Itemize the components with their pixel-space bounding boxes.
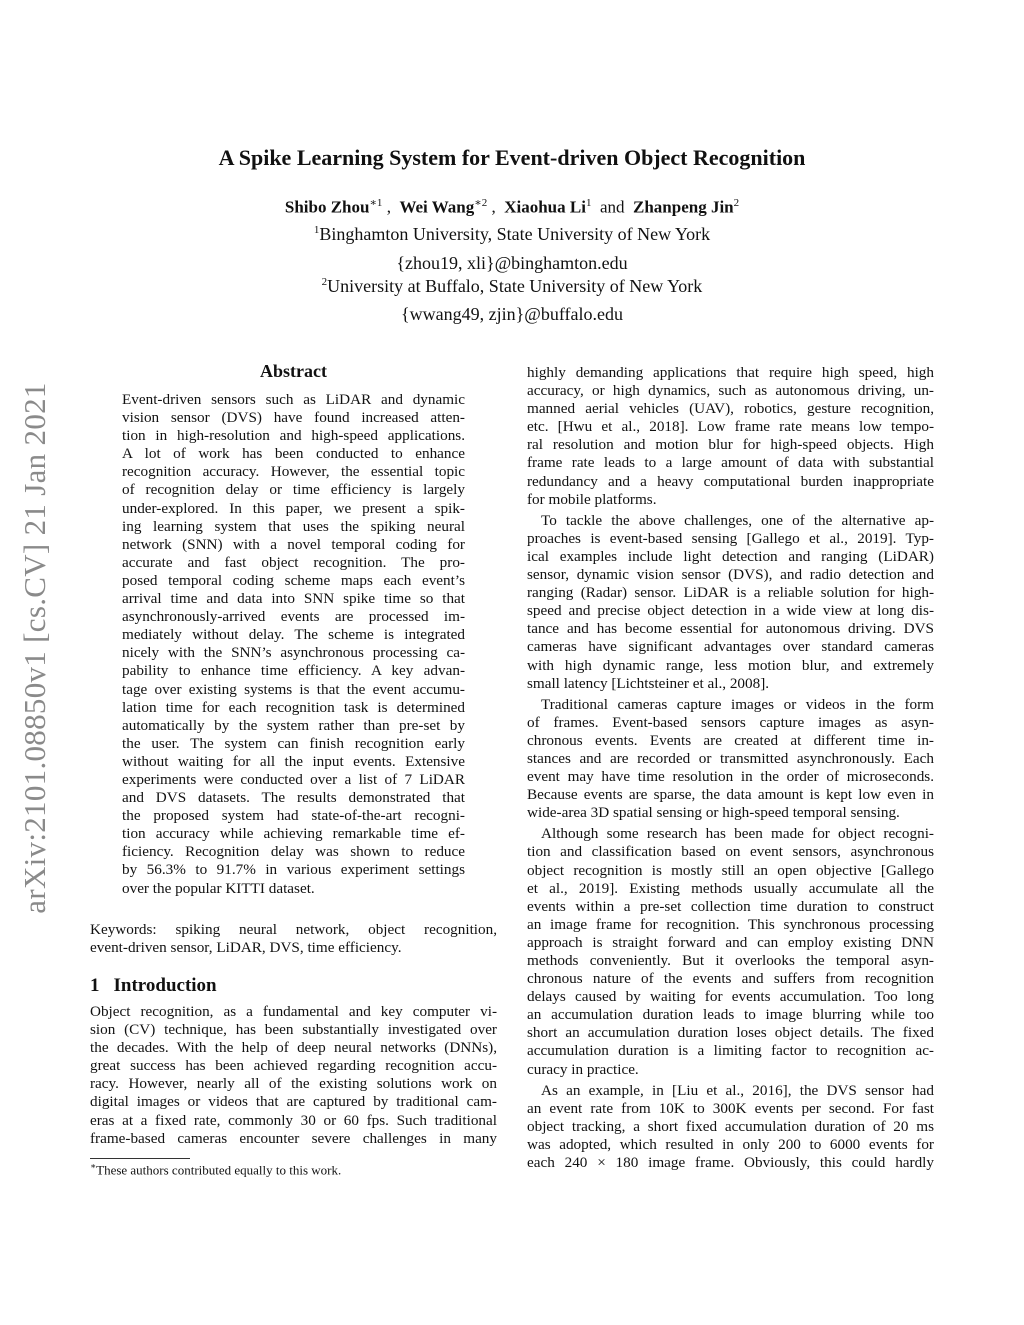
paragraph <box>122 391 465 898</box>
affiliation-text: Binghamton University, State University of New York <box>319 224 711 244</box>
text-line: without waiting for all the input events. Extensive <box>122 752 465 770</box>
text-line: for mobile platforms. <box>527 490 657 508</box>
text-line: chronous events. Events are created at different time in- <box>527 731 934 749</box>
text-line: tage over existing systems is that the event accumu- <box>122 680 465 698</box>
paragraph <box>527 364 934 509</box>
section-heading <box>90 975 231 997</box>
text-line: network (SNN) with a novel temporal coding for <box>122 535 465 553</box>
text-line: tance and has become essential for autonomous driving. DVS <box>527 620 934 638</box>
text-line: accuracy, or high dynamics, such as autonomous driving, un- <box>527 382 934 400</box>
paragraph <box>527 696 934 823</box>
affiliation-mark: 1 <box>313 224 320 236</box>
author-name: Shibo Zhou <box>284 197 370 217</box>
author-mark: 2 <box>733 197 740 209</box>
text-line: accurate and fast object recognition. The pro- <box>122 553 465 571</box>
text-line: nicely with the SNN’s asynchronous processing ca- <box>122 644 465 662</box>
text-line: pability to enhance time efficiency. A key advan- <box>122 662 465 680</box>
text-line: ing learning system that uses the spiking neural <box>122 517 465 535</box>
text-line: the user. The system can finish recognition early <box>122 734 465 752</box>
text-line: an image frame for recognition. This synchronous processing <box>527 915 934 933</box>
text-line: and DVS datasets. The results demonstrated that <box>122 789 465 807</box>
text-line: the decades. With the help of deep neural networks (DNNs), <box>90 1039 497 1057</box>
text-line: object tracking, a short fixed accumulation duration of 20 ms <box>527 1117 934 1135</box>
author-separator: , <box>491 197 496 217</box>
paragraph <box>527 1082 934 1172</box>
text-line: et al., 2019]. Existing methods usually accumulate all the <box>527 879 934 897</box>
paragraph <box>90 921 497 957</box>
text-line: racy. However, nearly all of the existing solutions work on <box>90 1075 497 1093</box>
text-line: with high dynamic range, less motion blur, and extremely <box>527 656 934 674</box>
text-line: etc. [Hwu et al., 2018]. Low frame rate means low tempo- <box>527 418 934 436</box>
text-line: vision sensor (DVS) have found increased atten- <box>122 409 465 427</box>
text-line: small latency [Lichtsteiner et al., 2008]. <box>527 674 770 692</box>
author-name: Wei Wang <box>399 197 475 217</box>
text-line: wide-area 3D spatial sensing or high-speed temporal sensing. <box>527 804 900 822</box>
paragraph <box>527 512 934 693</box>
text-line: an event rate from 10K to 300K events per second. For fast <box>527 1099 934 1117</box>
text-line: accumulation duration is a limiting factor to recognition ac- <box>527 1042 934 1060</box>
text-line: arrival time and data into SNN spike time so that <box>122 590 465 608</box>
affiliation-mark: 2 <box>321 276 328 288</box>
text-line: digital images or videos that are captured by traditional cam- <box>90 1093 497 1111</box>
text-line: stances and are recorded or transmitted asynchronously. Each <box>527 749 934 767</box>
text-line: highly demanding applications that require high speed, high <box>527 364 934 381</box>
text-line: by 56.3% to 91.7% in various experiment settings <box>122 861 465 879</box>
text-line: Event-driven sensors such as LiDAR and dynamic <box>122 391 465 408</box>
right-column-body <box>527 364 934 1175</box>
text-line: To tackle the above challenges, one of the alternative ap- <box>541 511 934 529</box>
author-separator: , <box>386 197 391 217</box>
footnote-mark: ∗ <box>90 1161 97 1171</box>
text-line: asynchronously-arrived events are processed im- <box>122 608 465 626</box>
text-line: ral resolution and motion blur for high-speed objects. High <box>527 436 934 454</box>
text-line: each 240 × 180 image frame. Obviously, this could hardly <box>527 1154 934 1172</box>
text-line: under-explored. In this paper, we present a spik- <box>122 499 465 517</box>
text-line: cameras have significant advantages over standard cameras <box>527 638 934 656</box>
abstract-heading: Abstract <box>260 361 327 381</box>
text-line: tion accuracy while achieving remarkable time ef- <box>122 825 465 843</box>
text-line: methods conveniently. But it overlooks the temporal asyn- <box>527 952 934 969</box>
text-line: short an accumulation duration loses object details. The fixed <box>527 1024 934 1042</box>
text-line: event may have time resolution in the order of microseconds. <box>527 768 934 786</box>
text-line: sensor, dynamic vision sensor (DVS), and radio detection and <box>527 566 934 584</box>
text-line: A lot of work has been conducted to enhance <box>122 445 465 463</box>
text-line: tion in high-resolution and high-speed applications. <box>122 427 465 445</box>
text-line: great success has been achieved regarding recognition accu- <box>90 1057 497 1075</box>
text-line: of recognition delay or time efficiency is largely <box>122 481 465 499</box>
text-line: experiments were conducted over a list of 7 LiDAR <box>122 770 465 788</box>
keywords <box>90 921 497 960</box>
text-line: an accumulation duration leads to image blurring while too <box>527 1006 934 1024</box>
author-mark: ∗2 <box>474 197 488 209</box>
text-line: curacy in practice. <box>527 1060 639 1078</box>
affiliation-email: {zhou19, xli}@binghamton.edu <box>396 253 628 273</box>
text-line: frame rate leads to a large amount of data with substantial <box>527 454 934 472</box>
text-line: frame-based cameras encounter severe challenges in many <box>90 1129 497 1147</box>
text-line: Traditional cameras capture images or videos in the form <box>541 695 934 713</box>
text-line: proaches is event-based sensing [Gallego et al., 2019]. Typ- <box>527 529 934 547</box>
text-line: redundancy and a heavy computational burden inappropriate <box>527 472 934 490</box>
text-line: recognition accuracy. However, the essential topic <box>122 463 465 481</box>
text-line: manned aerial vehicles (UAV), robotics, gesture recognition, <box>527 400 934 418</box>
text-line: Because events are sparse, the data amount is kept low even in <box>527 786 934 804</box>
affiliation-email: {wwang49, zjin}@buffalo.edu <box>401 304 623 324</box>
text-line: ical examples include light detection and ranging (LiDAR) <box>527 547 934 565</box>
text-line: the proposed system had state-of-the-art recogni- <box>122 807 465 825</box>
abstract-body <box>122 391 465 901</box>
author-name: Zhanpeng Jin <box>633 197 734 217</box>
author-and: and <box>599 197 625 217</box>
text-line: approach is straight forward and can employ existing DNN <box>527 933 934 951</box>
text-line: was adopted, which resulted in only 200 to 6000 events for <box>527 1135 934 1153</box>
text-line: delays caused by waiting for events accumulation. Too long <box>527 988 934 1006</box>
author-name: Xiaohua Li <box>504 197 586 217</box>
author-mark: ∗1 <box>369 197 383 209</box>
footnote-text: These authors contributed equally to this work. <box>96 1162 342 1178</box>
author-list <box>0 196 1024 218</box>
affiliation <box>0 224 1024 245</box>
text-line: eras at a fixed rate, commonly 30 or 60 fps. Such traditional <box>90 1111 497 1129</box>
text-line: lation time for each recognition task is determined <box>122 698 465 716</box>
text-line: ficiency. Recognition delay was shown to reduce <box>122 843 465 861</box>
affiliation <box>0 276 1024 297</box>
author-mark: 1 <box>585 197 592 209</box>
text-line: object recognition is mostly still an open objective [Gallego <box>527 861 934 879</box>
arxiv-stamp: arXiv:2101.08850v1 [cs.CV] 21 Jan 2021 <box>17 382 52 914</box>
text-line: event-driven sensor, LiDAR, DVS, time efficiency. <box>90 939 402 957</box>
section-number: 1 <box>90 975 100 996</box>
section-title: Introduction <box>113 975 217 996</box>
footnote-rule <box>90 1158 190 1159</box>
text-line: over the popular KITTI dataset. <box>122 879 315 897</box>
text-line: chronous nature of the events and suffers from recognition <box>527 970 934 988</box>
text-line: mediately without delay. The scheme is integrated <box>122 626 465 644</box>
text-line: Object recognition, as a fundamental and key computer vi- <box>90 1003 497 1020</box>
paper-title: A Spike Learning System for Event-driven Object Recognition <box>218 145 806 170</box>
text-line: Although some research has been made for object recogni- <box>541 825 934 843</box>
introduction-body <box>90 1003 497 1151</box>
text-line: Keywords: spiking neural network, object recognition, <box>90 921 497 938</box>
text-line: events within a pre-set collection time duration to construct <box>527 897 934 915</box>
text-line: speed and precise object detection in a wide view at long dis- <box>527 602 934 620</box>
text-line: sion (CV) technique, has been substantially investigated over <box>90 1021 497 1039</box>
text-line: tion and classification based on event sensors, asynchronous <box>527 843 934 861</box>
text-line: posed temporal coding scheme maps each event’s <box>122 571 465 589</box>
paragraph <box>527 825 934 1078</box>
paragraph <box>90 1003 497 1148</box>
text-line: ranging (Radar) sensor. LiDAR is a reliable solution for high- <box>527 584 934 602</box>
text-line: automatically by the system rather than pre-set by <box>122 716 465 734</box>
text-line: As an example, in [Liu et al., 2016], the DVS sensor had <box>541 1081 934 1099</box>
affiliation-text: University at Buffalo, State University of New York <box>327 276 703 296</box>
footnote <box>90 1161 341 1178</box>
text-line: of frames. Event-based sensors capture images as asyn- <box>527 713 934 731</box>
